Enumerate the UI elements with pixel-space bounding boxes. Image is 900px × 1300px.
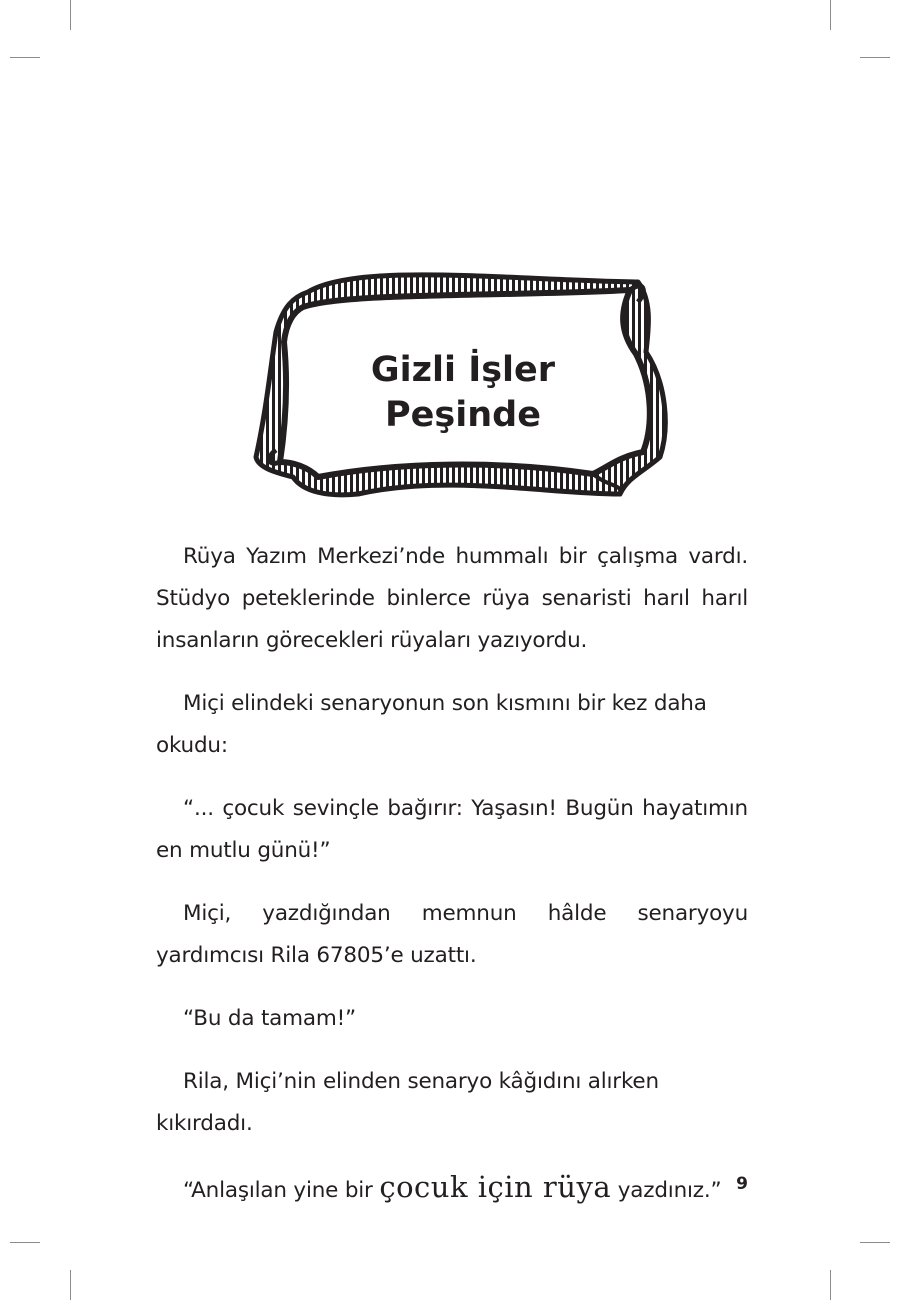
- crop-mark-left-top: [10, 57, 40, 58]
- chapter-title-banner: [248, 262, 678, 512]
- chapter-title-line-1: Gizli İşler: [370, 350, 556, 390]
- paragraph-7: [156, 1166, 748, 1212]
- paragraph-4: Miçi, yazdığından memnun hâlde senaryoyu yardımcısı Rila 67805’e uzattı.: [156, 901, 748, 968]
- crop-mark-right-top: [860, 57, 890, 58]
- crop-mark-bottom-right: [830, 1270, 831, 1300]
- paragraph-3: “... çocuk sevinçle bağırır: Yaşasın! Bugün hayatımın en mutlu günü!”: [156, 796, 748, 863]
- crop-mark-right-bottom: [860, 1242, 890, 1243]
- story-text: [156, 536, 748, 1233]
- emphasized-phrase: çocuk için rüya: [379, 1170, 612, 1204]
- paragraph-5: “Bu da tamam!”: [183, 1006, 356, 1031]
- crop-mark-top-left: [70, 0, 71, 30]
- chapter-title: [248, 348, 678, 438]
- paragraph-2: Miçi elindeki senaryonun son kısmını bir kez daha okudu:: [156, 691, 707, 758]
- crop-mark-top-right: [830, 0, 831, 30]
- paragraph-6: Rila, Miçi’nin elinden senaryo kâğıdını alırken kıkırdadı.: [156, 1069, 659, 1136]
- crop-mark-left-bottom: [10, 1242, 40, 1243]
- paragraph-7-end: yazdınız.”: [611, 1178, 722, 1203]
- paragraph-1: Rüya Yazım Merkezi’nde hummalı bir çalışma vardı. Stüdyo peteklerinde binlerce rüya senaristi harıl harıl insanların görecekleri rüyaları yazıyordu.: [156, 544, 748, 653]
- page-number: 9: [736, 1174, 748, 1194]
- crop-mark-bottom-left: [70, 1270, 71, 1300]
- chapter-title-line-2: Peşinde: [385, 395, 541, 435]
- paragraph-7-start: “Anlaşılan yine bir: [183, 1178, 380, 1203]
